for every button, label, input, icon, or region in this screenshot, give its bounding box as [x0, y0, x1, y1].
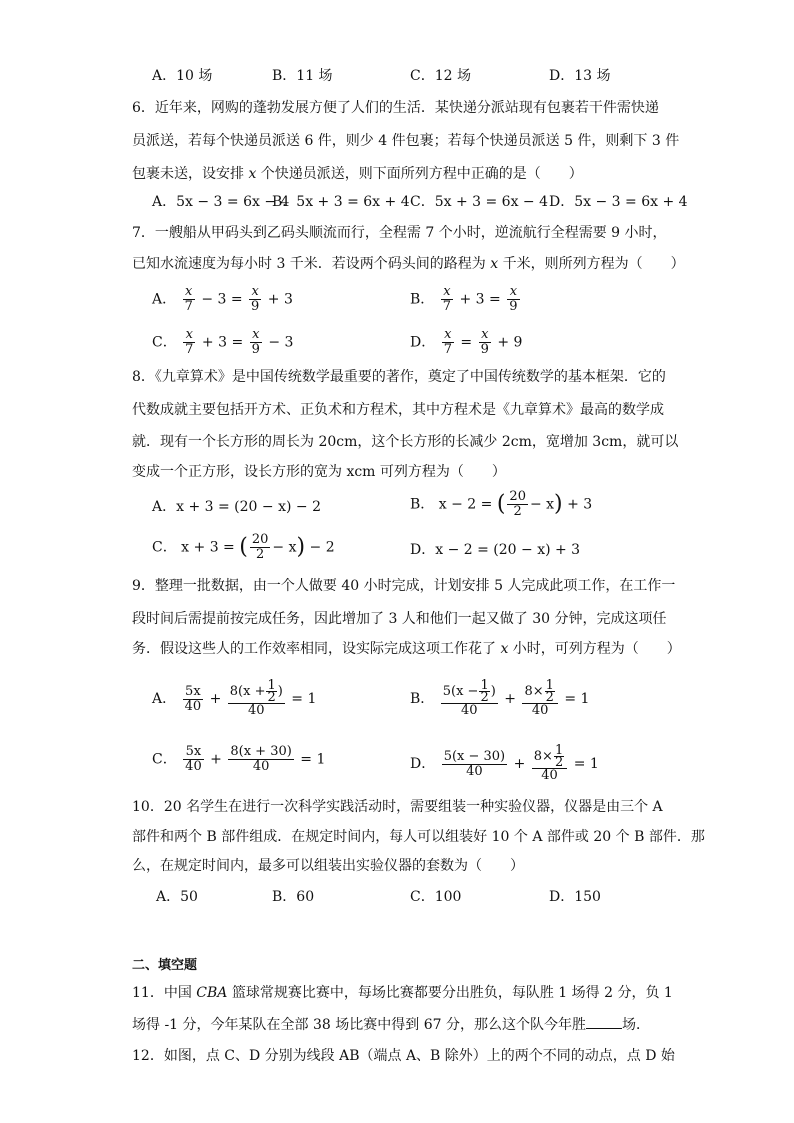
q9-option-a[interactable]: A． $\frac{5x}{40}$ + 8(x + $\frac{1}{2}$ ) 40 = 1	[152, 678, 317, 718]
q8-b-fraction: $\frac{20}{2}$	[509, 489, 526, 519]
q9-option-b[interactable]: B． 5(x − $\frac{1}{2}$ ) 40 + 8× $\frac{1}{2}$ 40 = 1	[410, 678, 590, 718]
q8-option-d[interactable]: D．x − 2 = (20 − x) + 3	[410, 542, 581, 558]
section-title-fill-in: 二、填空题	[132, 958, 198, 973]
q8-c-label: C．	[152, 539, 177, 556]
q6-option-b[interactable]: B．5x + 3 = 6x + 4	[272, 194, 410, 210]
q9-line3-part-b: 小时，可列方程为（ ）	[508, 641, 681, 657]
q9-b-fraction-1: 5(x − $\frac{1}{2}$ ) 40	[442, 678, 496, 718]
q7-d-fraction-1: $\frac{x}{7}$	[443, 327, 452, 357]
q7-option-d[interactable]: D． $\frac{x}{7}$ = $\frac{x}{9}$ + 9	[410, 327, 523, 357]
q9-c-label: C．	[152, 751, 177, 768]
q11-text-line-1: 11．中国 CBA 篮球常规赛比赛中，每场比赛都要分出胜负，每队胜 1 场得 2 分，负 1	[132, 985, 673, 1001]
q9-line3-part-a: 务．假设这些人的工作效率相同，设实际完成这项工作花了	[132, 641, 501, 657]
q7-line2-part-a: 已知水流速度为每小时 3 千米．若设两个码头间的路程为	[132, 256, 491, 272]
q9-d-fraction-2: 8× $\frac{1}{2}$ 40	[532, 745, 567, 783]
q9-variable: x	[500, 641, 509, 657]
q9-a-fraction-1: $\frac{5x}{40}$	[184, 683, 202, 714]
q7-b-fraction-1: $\frac{x}{7}$	[442, 284, 452, 314]
q9-text-line-1: 9．整理一批数据，由一个人做要 40 小时完成，计划安排 5 人完成此项工作，在工作一	[132, 578, 676, 594]
q9-d-fraction-1: $\frac{5(x - 30)}{40}$	[443, 748, 506, 779]
q11-text-line-2: 场得 -1 分，今年某队在全部 38 场比赛中得到 67 分，那么这个队今年胜 场．	[132, 1014, 650, 1035]
q10-text-line-3: 么，在规定时间内，最多可以组装出实验仪器的套数为（ ）	[132, 858, 524, 874]
q6-text-line-1: 6．近年来，网购的蓬勃发展方便了人们的生活．某快递分派站现有包裹若干件需快递	[132, 100, 659, 116]
q8-text-line-2: 代数成就主要包括开方术、正负术和方程术，其中方程术是《九章算术》最高的数学成	[132, 402, 664, 418]
q7-option-b[interactable]: B． $\frac{x}{7}$ + 3 = $\frac{x}{9}$	[410, 284, 518, 314]
q8-c-fraction: $\frac{20}{2}$	[251, 532, 269, 562]
q6-line3-part-b: 个快递员派送，则下面所列方程中正确的是（ ）	[256, 166, 583, 182]
q5-option-c[interactable]: C．12 场	[410, 68, 471, 84]
q9-text-line-3	[132, 639, 681, 659]
q10-option-a[interactable]: A．50	[156, 889, 198, 905]
q9-option-c[interactable]: C． $\frac{5x}{40}$ + $\frac{8(x + 30)}{40}$ = 1	[152, 744, 326, 774]
q8-text-line-4: 变成一个正方形，设长方形的宽为 xcm 可列方程为（ ）	[132, 464, 506, 480]
q8-text-line-1: 8．《九章算术》是中国传统数学最重要的著作，奠定了中国传统数学的基本框架．它的	[132, 369, 666, 385]
q7-line2-part-b: 千米，则所列方程为（ ）	[498, 256, 685, 272]
q7-a-label: A．	[152, 291, 177, 308]
q7-c-fraction-2: $\frac{x}{9}$	[251, 327, 260, 357]
q12-text-line-1: 12．如图，点 C、D 分别为线段 AB（端点 A、B 除外）上的两个不同的动点，点 D 始	[132, 1048, 675, 1064]
q6-text-line-3	[132, 164, 583, 184]
q6-option-c[interactable]: C．5x + 3 = 6x − 4	[410, 194, 549, 210]
q7-text-line-1: 7．一艘船从甲码头到乙码头顺流而行，全程需 7 个小时，逆流航行全程需要 9 小时，	[132, 225, 667, 241]
q9-b-label: B．	[410, 691, 435, 707]
q9-a-label: A．	[152, 691, 177, 707]
q10-option-d[interactable]: D．150	[549, 889, 601, 905]
q8-option-c[interactable]: C． x + 3 = ( $\frac{20}{2}$ − x) − 2	[152, 532, 335, 562]
q6-text-line-2: 员派送，若每个快递员派送 6 件，则少 4 件包裹；若每个快递员派送 5 件，则剩下 3 件	[132, 133, 680, 149]
q6-variable: x	[248, 166, 257, 182]
q11-answer-blank[interactable]	[586, 1014, 622, 1029]
q7-b-fraction-2: $\frac{x}{9}$	[509, 284, 518, 314]
q5-option-a[interactable]: A．10 场	[152, 68, 213, 84]
q7-c-fraction-1: $\frac{x}{7}$	[185, 327, 194, 357]
q7-text-line-2	[132, 254, 685, 274]
q7-variable: x	[490, 256, 499, 272]
q9-c-fraction-2: $\frac{8(x + 30)}{40}$	[230, 744, 292, 774]
q8-b-label: B．	[410, 496, 435, 513]
q7-d-fraction-2: $\frac{x}{9}$	[480, 327, 489, 357]
q10-text-line-1: 10．20 名学生在进行一次科学实践活动时，需要组装一种实验仪器，仪器是由三个 A	[132, 799, 663, 815]
q11-cba-text: CBA	[196, 985, 228, 1001]
q6-option-a[interactable]: A．5x − 3 = 6x − 4	[152, 194, 290, 210]
q9-text-line-2: 段时间后需提前按完成任务，因此增加了 3 人和他们一起又做了 30 分钟，完成这项任	[132, 611, 667, 627]
q8-text-line-3: 就．现有一个长方形的周长为 20cm，这个长方形的长减少 2cm，宽增加 3cm，就可以	[132, 434, 679, 450]
q10-text-line-2: 部件和两个 B 部件组成．在规定时间内，每人可以组装好 10 个 A 部件或 20 个 B 部件．那	[132, 829, 705, 845]
q7-b-label: B．	[410, 291, 435, 308]
q8-option-a[interactable]: A．x + 3 = (20 − x) − 2	[152, 499, 321, 515]
q7-a-fraction-1: $\frac{x}{7}$	[184, 284, 193, 314]
q10-option-b[interactable]: B．60	[272, 889, 315, 905]
q10-option-c[interactable]: C．100	[410, 889, 462, 905]
q5-option-d[interactable]: D．13 场	[549, 68, 611, 84]
q6-line3-part-a: 包裹未送，设安排	[132, 166, 249, 182]
q7-d-label: D．	[410, 334, 436, 351]
q5-option-b[interactable]: B．11 场	[272, 68, 333, 84]
q7-option-a[interactable]: A． $\frac{x}{7}$ − 3 = $\frac{x}{9}$ + 3	[152, 284, 293, 314]
q7-option-c[interactable]: C． $\frac{x}{7}$ + 3 = $\frac{x}{9}$ − 3	[152, 327, 294, 357]
q7-a-fraction-2: $\frac{x}{9}$	[251, 284, 260, 314]
q8-option-b[interactable]: B． x − 2 = ( $\frac{20}{2}$ − x) + 3	[410, 489, 593, 519]
q9-c-fraction-1: $\frac{5x}{40}$	[185, 744, 202, 774]
q7-c-label: C．	[152, 334, 177, 351]
q9-d-label: D．	[410, 756, 436, 772]
q9-a-fraction-2: 8(x + $\frac{1}{2}$ ) 40	[229, 678, 283, 718]
q6-option-d[interactable]: D．5x − 3 = 6x + 4	[549, 194, 688, 210]
q9-option-d[interactable]: D． $\frac{5(x - 30)}{40}$ + 8× $\frac{1}{2}$ 40 = 1	[410, 743, 599, 783]
q9-b-fraction-2: 8× $\frac{1}{2}$ 40	[522, 680, 557, 718]
